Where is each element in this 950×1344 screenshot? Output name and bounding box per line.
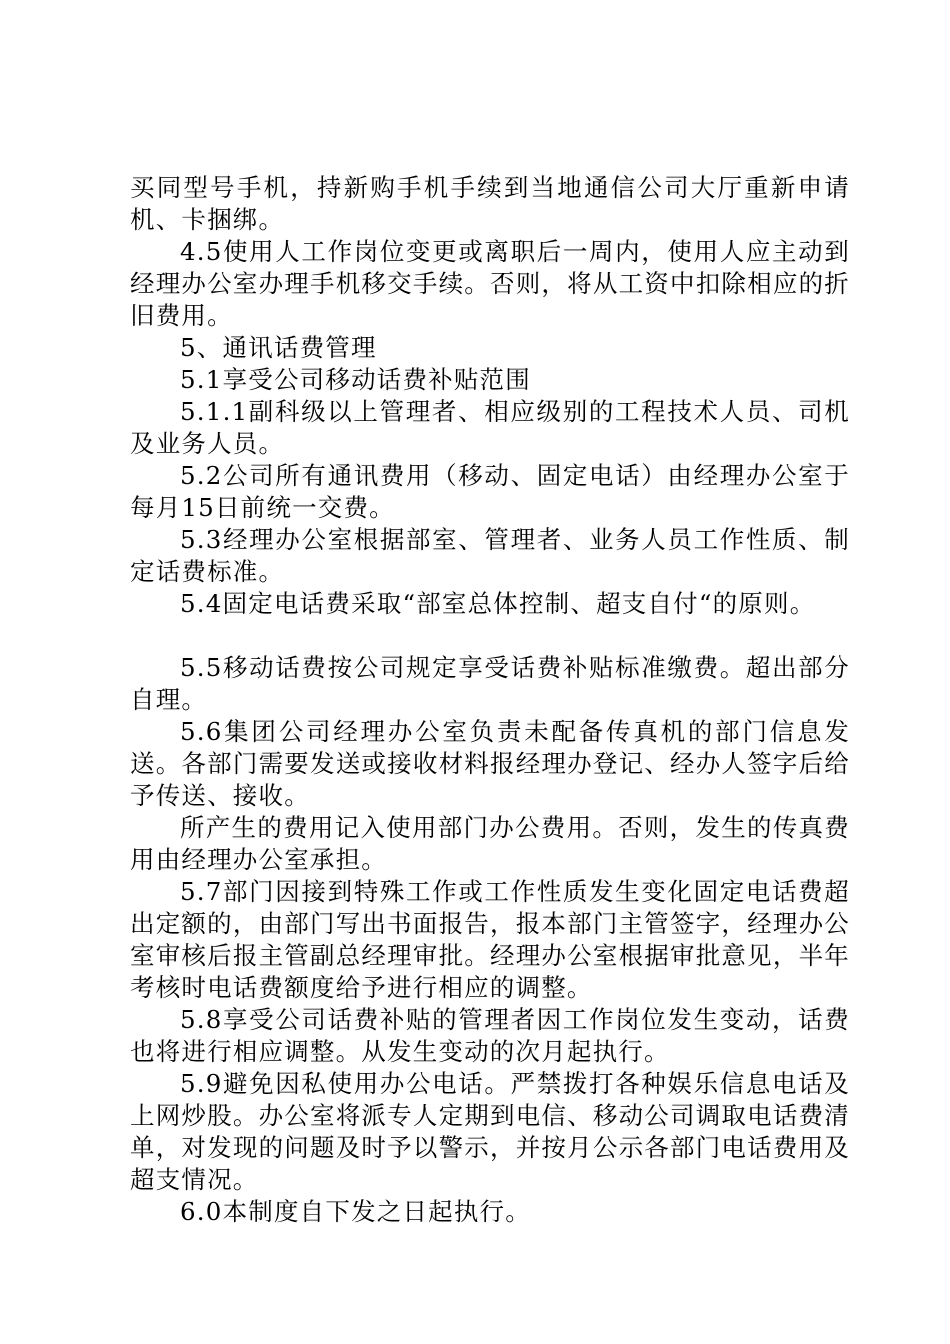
- section-heading-5: 5、通讯话费管理: [180, 333, 377, 362]
- paragraph-5-9: 5.9避免因私使用办公电话。严禁拨打各种娱乐信息电话及上网炒股。办公室将派专人定期到电信、移动公司调取电话费清单，对发现的问题及时予以警示，并按月公示各部门电话费用及超支情况。: [130, 1069, 850, 1194]
- paragraph-5-2: 5.2公司所有通讯费用（移动、固定电话）由经理办公室于每月15日前统一交费。: [130, 461, 850, 522]
- paragraph-5-3: 5.3经理办公室根据部室、管理者、业务人员工作性质、制定话费标准。: [130, 525, 850, 586]
- paragraph-5-6-continued: 所产生的费用记入使用部门办公费用。否则，发生的传真费用由经理办公室承担。: [130, 813, 850, 874]
- paragraph-continuation: 买同型号手机，持新购手机手续到当地通信公司大厅重新申请机、卡捆绑。: [130, 173, 850, 234]
- paragraph-5-5: 5.5移动话费按公司规定享受话费补贴标准缴费。超出部分自理。: [130, 653, 850, 714]
- paragraph-5-1-1: 5.1.1副科级以上管理者、相应级别的工程技术人员、司机及业务人员。: [130, 397, 850, 458]
- paragraph-4-5: 4.5使用人工作岗位变更或离职后一周内，使用人应主动到经理办公室办理手机移交手续。否则，将从工资中扣除相应的折旧费用。: [130, 237, 850, 330]
- paragraph-6-0: 6.0本制度自下发之日起执行。: [180, 1197, 531, 1226]
- paragraph-5-6: 5.6集团公司经理办公室负责未配备传真机的部门信息发送。各部门需要发送或接收材料报经理办登记、经办人签字后给予传送、接收。: [130, 717, 850, 810]
- paragraph-5-8: 5.8享受公司话费补贴的管理者因工作岗位发生变动，话费也将进行相应调整。从发生变动的次月起执行。: [130, 1005, 850, 1066]
- paragraph-5-4: 5.4固定电话费采取“部室总体控制、超支自付“的原则。: [180, 589, 816, 618]
- paragraph-5-1: 5.1享受公司移动话费补贴范围: [180, 365, 531, 394]
- paragraph-5-7: 5.7部门因接到特殊工作或工作性质发生变化固定电话费超出定额的，由部门写出书面报告，报本部门主管签字，经理办公室审核后报主管副总经理审批。经理办公室根据审批意见，半年考核时电话费额度给予进行相应的调整。: [130, 877, 850, 1002]
- document-body: [130, 172, 850, 1228]
